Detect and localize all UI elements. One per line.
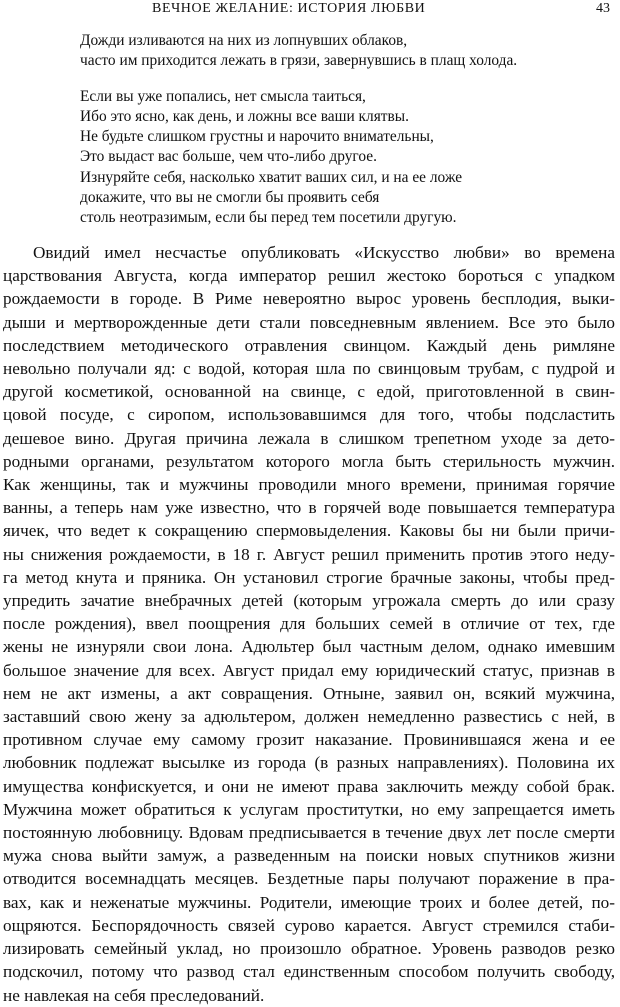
paragraph-line: невольно получали яд: с водой, которая шла по свинцовым трубам, с пудрой и xyxy=(3,359,615,379)
paragraph-line: после рождения), ввел поощрения для больших семей в отличие от тех, где xyxy=(3,614,615,634)
paragraph-line: ванны, а теперь нам уже известно, что в горячей воде повышается температура xyxy=(3,498,615,518)
paragraph-line: вах, как и неженатые мужчины. Родители, имеющие троих и более детей, по- xyxy=(3,892,615,912)
paragraph-line: подскочил, потому что развод стал единственным способом получить свободу, xyxy=(3,962,615,982)
paragraph-line: цовой посуде, с сиропом, использовавшимся для того, чтобы подсластить xyxy=(3,405,615,425)
poem-line: столь неотразимым, если бы перед тем посетили другую. xyxy=(80,208,457,226)
paragraph-line: противном случае ему самому грозит наказание. Провинившаяся жена и ее xyxy=(3,730,615,750)
paragraph-line: мужа снова выйти замуж, а разведенным на поиски новых спутников жизни xyxy=(3,846,615,866)
poem-line: Это выдаст вас больше, чем что-либо другое. xyxy=(80,148,377,166)
body-paragraph xyxy=(3,241,615,1007)
paragraph-line: последствием методического отравления свинцом. Каждый день римляне xyxy=(3,335,615,355)
page-number: 43 xyxy=(596,1,610,16)
paragraph-line: родными органами, результатом которого могла быть стерильность мужчин. xyxy=(3,451,615,471)
paragraph-line: большое значение для всех. Август придал ему юридический статус, признав в xyxy=(3,660,615,680)
poem-line: Ибо это ясно, как день, и ложны все ваши клятвы. xyxy=(80,108,409,126)
paragraph-line: Как женщины, так и мужчины проводили много времени, принимая горячие xyxy=(3,475,615,495)
paragraph-line: рождаемости в городе. В Риме невероятно вырос уровень бесплодия, выки- xyxy=(3,289,615,309)
paragraph-line: постоянную любовницу. Вдовам предписывается в течение двух лет после смерти xyxy=(3,823,615,843)
paragraph-line: упредить зачатие внебрачных детей (которым угрожала смерть до или сразу xyxy=(3,591,615,611)
paragraph-line: лизировать семейный уклад, но произошло обратное. Уровень разводов резко xyxy=(3,939,615,959)
paragraph-line: ны снижения рождаемости, в 18 г. Август решил применить против этого неду- xyxy=(3,544,615,564)
poem-line: Изнуряйте себя, насколько хватит ваших сил, и на ее ложе xyxy=(80,168,463,186)
poem-line: докажите, что вы не смогли бы проявить себя xyxy=(80,188,380,206)
paragraph-line: Овидий имел несчастье опубликовать «Искусство любви» во времена xyxy=(33,243,615,262)
paragraph-line: заставший свою жену за адюльтером, должен немедленно развестись с ней, в xyxy=(3,707,615,727)
paragraph-line: дыши и мертворожденные дети стали повседневным явлением. Все это было xyxy=(3,312,615,332)
poem-stanza xyxy=(80,31,610,71)
paragraph-line: жены не изнуряли свои лона. Адюльтер был частным делом, однако имевшим xyxy=(3,637,615,657)
paragraph-line: ощряются. Беспорядочность связей сурово карается. Август стремился стаби- xyxy=(3,915,615,935)
paragraph-line: царствования Августа, когда император решил жестоко бороться с упадком xyxy=(3,266,615,286)
paragraph-line: имущества конфискуется, и они не имеют права заключить между собой брак. xyxy=(3,776,615,796)
poem-line: Дожди изливаются на них из лопнувших облаков, xyxy=(80,32,408,49)
poem-line: Если вы уже попались, нет смысла таиться, xyxy=(80,88,366,106)
poem-quote xyxy=(80,31,610,244)
paragraph-line: Мужчина может обратиться к услугам проститутки, но ему запрещается иметь xyxy=(3,799,615,819)
paragraph-line: дешевое вино. Другая причина лежала в слишком трепетном уходе за дето- xyxy=(3,428,615,448)
paragraph-line: отводится восемнадцать месяцев. Бездетные пары получают поражение в пра- xyxy=(3,869,615,889)
poem-stanza xyxy=(80,87,610,228)
poem-line: часто им приходится лежать в грязи, завернувшись в плащ холода. xyxy=(80,52,518,70)
paragraph-line: не навлекая на себя преследований. xyxy=(3,985,265,1005)
running-header xyxy=(0,0,620,20)
paragraph-line: нем не акт измены, а акт совращения. Отныне, заявил он, всякий мужчина, xyxy=(3,683,615,703)
paragraph-line: другой косметикой, основанной на свинце, с едой, приготовленной в свин- xyxy=(3,382,615,402)
paragraph-line: любовник подлежат высылке из города (в разных направлениях). Половина их xyxy=(3,753,615,773)
running-title: ВЕЧНОЕ ЖЕЛАНИЕ: ИСТОРИЯ ЛЮБВИ xyxy=(152,1,426,16)
paragraph-line: яичек, что ведет к сокращению спермовыделения. Каковы бы ни были причи- xyxy=(3,521,615,541)
poem-line: Не будьте слишком грустны и нарочито внимательны, xyxy=(80,128,434,146)
paragraph-line: га метод кнута и пряника. Он установил строгие брачные законы, чтобы пред- xyxy=(3,567,615,587)
